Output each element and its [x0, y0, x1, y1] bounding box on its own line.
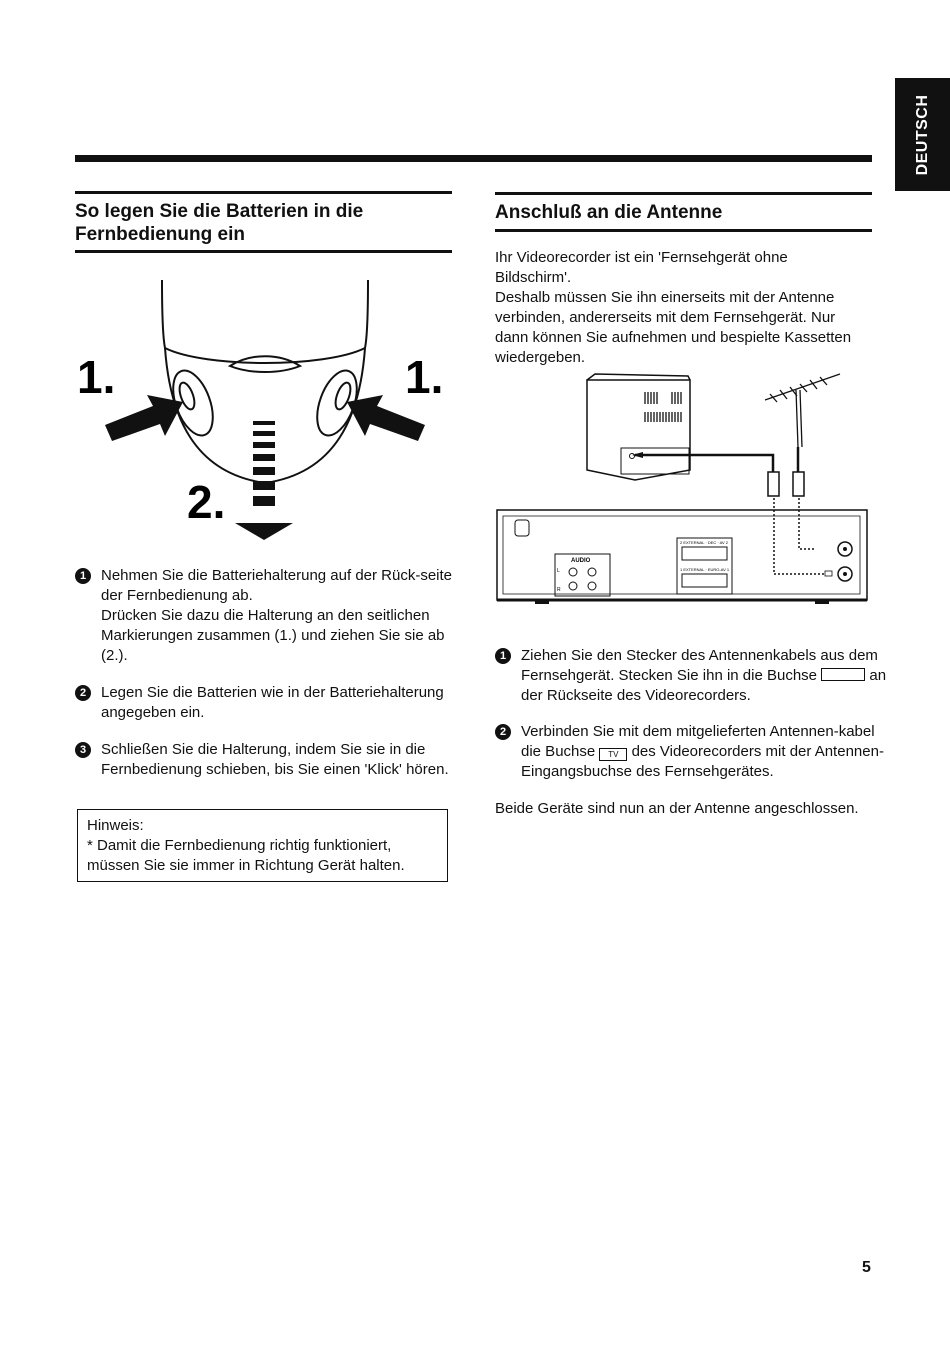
scart1-label: 1 EXTERNAL · EURO-AV 1: [680, 567, 730, 572]
step-text-2: Drücken Sie dazu die Halterung an den seitlichen Markierungen zusammen (1.) und ziehen Sie sie ab (2.).: [101, 607, 445, 664]
note-box: [77, 809, 448, 882]
antenna-intro-2: Deshalb müssen Sie ihn einerseits mit der Antenne verbinden, andererseits mit dem Fernsehgerät. Nur dann können Sie aufnehmen und bespielte Kassetten wiedergeben.: [495, 289, 852, 366]
step-text: Legen Sie die Batterien wie in der Batteriehalterung angegeben ein.: [101, 684, 444, 721]
audio-label: AUDIO: [571, 558, 591, 564]
page-number: 5: [862, 1259, 871, 1276]
language-tab: [895, 78, 950, 191]
battery-step-2: [75, 683, 461, 723]
audio-r-label: R: [557, 587, 561, 593]
fig-label-step2: 2.: [187, 476, 226, 528]
note-title: Hinweis:: [87, 817, 144, 834]
antenna-connection-diagram: [495, 372, 875, 612]
tv-socket-icon: TV: [599, 748, 627, 761]
note-text: * Damit die Fernbedienung richtig funktioniert, müssen Sie sie immer in Richtung Gerät halten.: [87, 837, 405, 874]
remote-battery-illustration: [75, 278, 455, 548]
scart2-label: 2 EXTERNAL · DEC · AV 2: [680, 540, 729, 545]
step-number: 2: [495, 724, 511, 740]
step-text: Nehmen Sie die Batteriehalterung auf der Rück-seite der Fernbedienung ab.: [101, 567, 453, 604]
step-number: 1: [495, 648, 511, 664]
battery-heading: So legen Sie die Batterien in die Fernbedienung ein: [75, 191, 452, 253]
antenna-intro-1: Ihr Videorecorder ist ein 'Fernsehgerät ohne Bildschirm'.: [495, 249, 788, 286]
antenna-closing: Beide Geräte sind nun an der Antenne angeschlossen.: [495, 800, 859, 817]
step-number: 3: [75, 742, 91, 758]
language-tab-label: DEUTSCH: [913, 94, 931, 175]
step-text-a: Verbinden Sie mit dem mitgelieferten Antennen-kabel die Buchse: [521, 723, 875, 760]
battery-step-3: [75, 740, 461, 780]
top-rule: [75, 155, 872, 162]
antenna-step-1: [495, 646, 891, 706]
step-text-a: Ziehen Sie den Stecker des Antennenkabels aus dem Fernsehgerät. Stecken Sie ihn in die Buchse: [521, 647, 878, 684]
step-number: 1: [75, 568, 91, 584]
antenna-heading: Anschluß an die Antenne: [495, 192, 872, 232]
step-text-b: an der Rückseite des Videorecorders.: [521, 667, 887, 704]
fig-label-step1-right: 1.: [405, 351, 444, 403]
antenna-step-2: [495, 722, 891, 782]
fig-label-step1-left: 1.: [77, 351, 116, 403]
battery-step-1: [75, 566, 461, 666]
step-text: Schließen Sie die Halterung, indem Sie sie in die Fernbedienung schieben, bis Sie einen 'Klick' hören.: [101, 741, 449, 778]
step-number: 2: [75, 685, 91, 701]
step-text-b: des Videorecorders mit der Antennen-Eingangsbuchse des Fernsehgerätes.: [521, 743, 884, 780]
audio-l-label: L: [557, 568, 560, 574]
antenna-socket-icon: [821, 668, 865, 681]
